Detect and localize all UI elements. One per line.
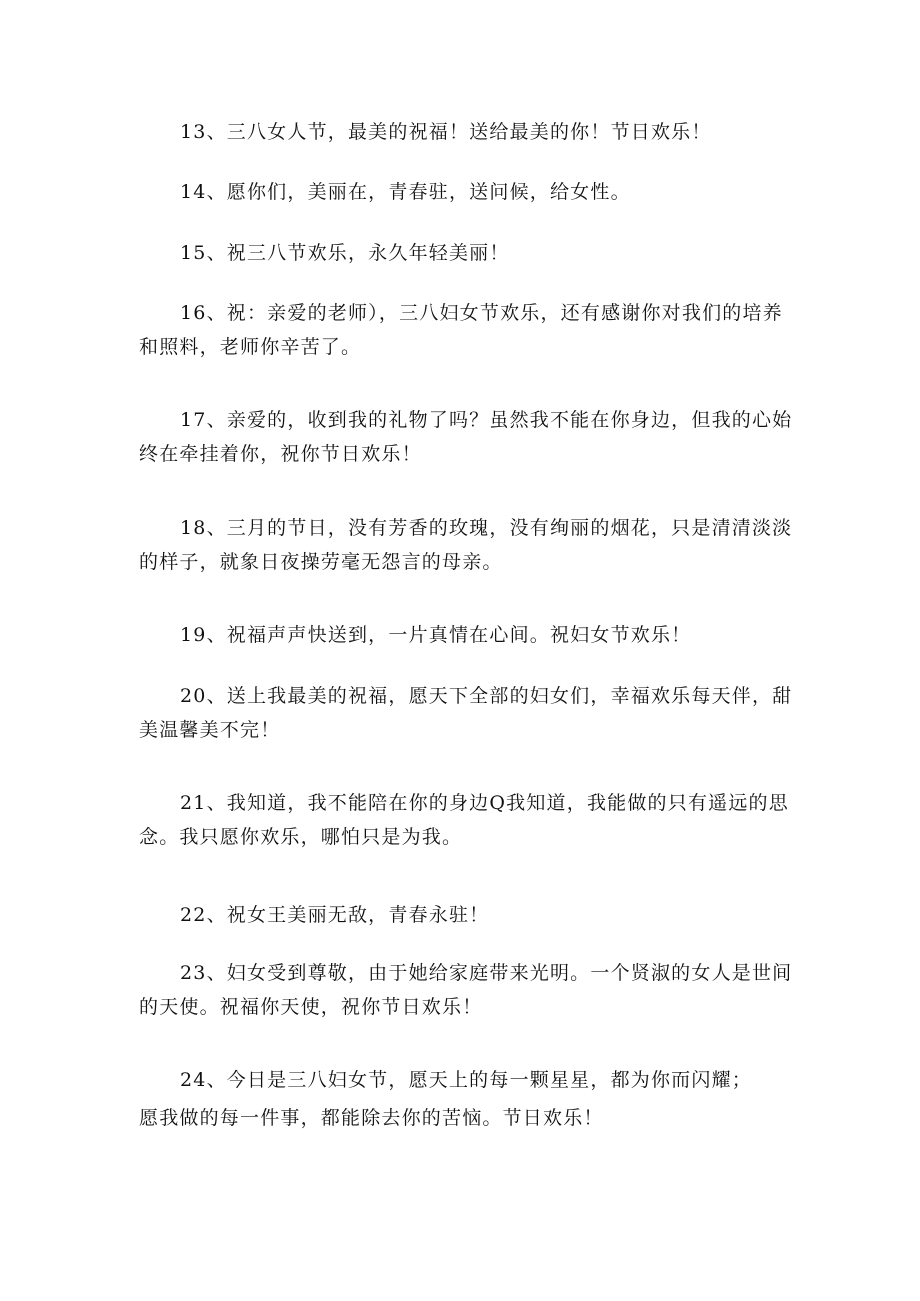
paragraph-line: 18、三月的节日，没有芳香的玫瑰，没有绚丽的烟花，只是清清淡淡: [180, 517, 793, 539]
list-item: [139, 403, 793, 471]
list-item: [139, 956, 793, 1024]
paragraph-line: 22、祝女王美丽无敌，青春永驻！: [180, 904, 490, 926]
paragraph-line: 的天使。祝福你天使，祝你节日欢乐！: [139, 996, 483, 1018]
paragraph-line: 17、亲爱的，收到我的礼物了吗？虽然我不能在你身边，但我的心始: [180, 409, 793, 431]
paragraph-line: 21、我知道，我不能陪在你的身边Q我知道，我能做的只有遥远的思: [180, 792, 789, 814]
paragraph-line: 13、三八女人节，最美的祝福！送给最美的你！节日欢乐！: [180, 121, 712, 143]
paragraph-line: 24、今日是三八妇女节，愿天上的每一颗星星，都为你而闪耀；: [180, 1069, 752, 1091]
paragraph-line: 15、祝三八节欢乐，永久年轻美丽！: [180, 242, 510, 264]
paragraph-line: 愿我做的每一件事，都能除去你的苦恼。节日欢乐！: [139, 1107, 604, 1129]
paragraph-line: 的样子，就象日夜操劳毫无怨言的母亲。: [139, 551, 503, 573]
list-item: [139, 1063, 789, 1135]
paragraph-line: 20、送上我最美的祝福，愿天下全部的妇女们，幸福欢乐每天伴，甜: [180, 685, 793, 707]
list-item: [139, 175, 789, 209]
list-item: [139, 618, 789, 652]
list-item: [139, 236, 789, 270]
paragraph-line: 和照料，老师你辛苦了。: [139, 336, 362, 358]
list-item: [139, 679, 793, 747]
list-item: [139, 786, 789, 854]
list-item: [139, 115, 789, 149]
paragraph-line: 16、祝：亲爱的老师），三八妇女节欢乐，还有感谢你对我们的培养: [180, 302, 783, 324]
paragraph-line: 念。我只愿你欢乐，哪怕只是为我。: [139, 826, 463, 848]
list-item: [139, 898, 789, 932]
paragraph-line: 14、愿你们，美丽在，青春驻，送问候，给女性。: [180, 181, 631, 203]
list-item: [139, 296, 789, 364]
paragraph-line: 美温馨美不完！: [139, 719, 281, 741]
paragraph-line: 23、妇女受到尊敬，由于她给家庭带来光明。一个贤淑的女人是世间: [180, 962, 793, 984]
paragraph-line: 19、祝福声声快送到，一片真情在心间。祝妇女节欢乐！: [180, 624, 692, 646]
paragraph-line: 终在牵挂着你，祝你节日欢乐！: [139, 443, 422, 465]
list-item: [139, 511, 793, 579]
